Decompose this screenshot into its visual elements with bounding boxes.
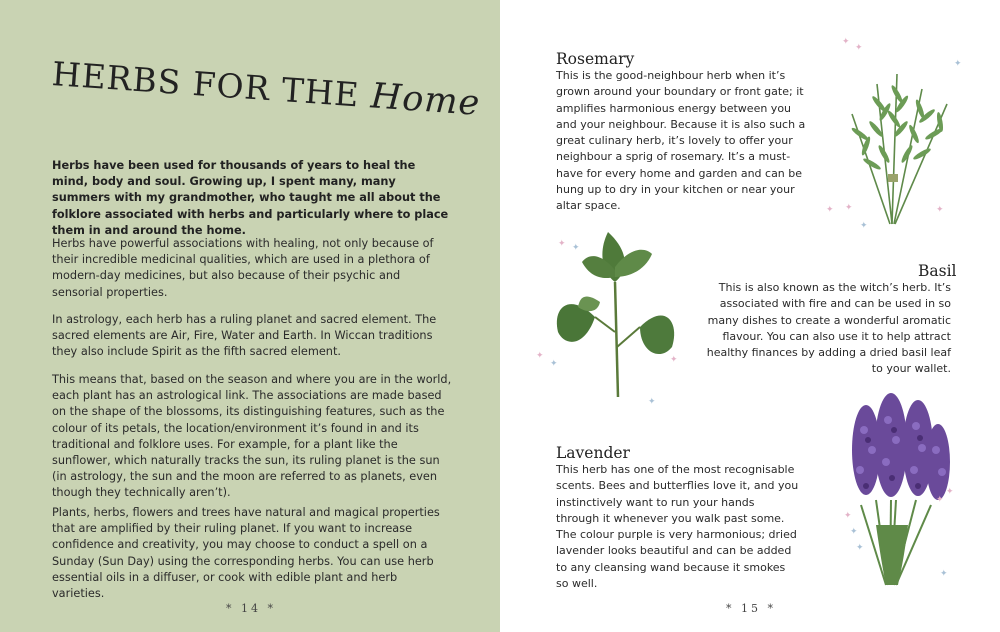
star-icon: ✦ (536, 351, 544, 361)
page-title (50, 54, 482, 124)
right-page (500, 0, 1000, 632)
associations-paragraph: This means that, based on the season and where you are in the world, each plant has an astrological link. The associations are made based on the shape of the blossoms, its distinguishing features, such as the colour of its petals, the location/environment it’s found in and its traditional and folklore uses. For example, for a plant like the sunflower, which naturally tracks the sun, its ruling planet is the sun (in astrology, the sun and the moon are referred to as planets, even though they technically aren’t). (52, 373, 452, 500)
basil-text: This is also known as the witch’s herb. It’s associated with fire and can be used in so many dishes to create a wonderful aromatic flavour. You can also use it to help attract healthy finances by adding a dried basil leaf to your wallet. (706, 281, 951, 376)
star-icon: ✦ (844, 511, 852, 521)
basil-heading: Basil (918, 262, 957, 280)
basil-illustration (540, 222, 690, 412)
lavender-text: This herb has one of the most recognisable scents. Bees and butterflies love it, and you instinctively want to run your hands through it whenever you walk past some. The colour purple is very harmonious; dried lavender looks beautiful and can be added to any cleansing wand because it smokes so well. (556, 463, 799, 591)
title-script: Home (369, 76, 482, 124)
star-icon: ✦ (860, 221, 868, 231)
lavender-heading: Lavender (556, 444, 630, 462)
star-icon: ✦ (670, 355, 678, 365)
star-icon: ✦ (845, 203, 853, 213)
rosemary-heading: Rosemary (556, 50, 635, 68)
intro-paragraph: Herbs have been used for thousands of years to heal the mind, body and soul. Growing up, I spent many, many summers with my grandmother, who taught me all about the folklore associated with herbs and particularly where to place them in and around the home. (52, 159, 449, 237)
page-number-right: * 15 * (726, 602, 776, 615)
star-icon: ✦ (946, 487, 954, 497)
rosemary-text: This is the good-neighbour herb when it’s grown around your boundary or front gate; it amplifies harmonious energy between you and your neighbour. Because it is also such a great culinary herb, it’s lovely to offer your neighbour a sprig of rosemary. It’s a must-have for every home and garden and can be hung up to dry in your kitchen or near your altar space. (556, 69, 806, 213)
star-icon: ✦ (842, 37, 850, 47)
title-main: HERBS FOR THE (50, 54, 373, 116)
star-icon: ✦ (855, 43, 863, 53)
star-icon: ✦ (550, 359, 558, 369)
star-icon: ✦ (954, 59, 962, 69)
healing-paragraph: Herbs have powerful associations with healing, not only because of their incredible medicinal qualities, which are used in a plethora of modern-day medicines, but also because of their psychic and sensorial properties. (52, 237, 434, 299)
star-icon: ✦ (936, 205, 944, 215)
star-icon: ✦ (558, 239, 566, 249)
astrology-paragraph: In astrology, each herb has a ruling planet and sacred element. The sacred elements are Air, Fire, Water and Earth. In Wiccan traditions they also include Spirit as the fifth sacred element. (52, 313, 437, 359)
star-icon: ✦ (648, 397, 656, 407)
star-icon: ✦ (940, 569, 948, 579)
star-icon: ✦ (572, 243, 580, 253)
page-number-left: * 14 * (226, 602, 276, 615)
properties-paragraph: Plants, herbs, flowers and trees have natural and magical properties that are amplified by their ruling planet. If you want to increase confidence and creativity, you may choose to conduct a spell on a Sunday (Sun Day) using the corresponding herbs. You can use herb essential oils in a diffuser, or cook with edible plant and herb varieties. (52, 506, 440, 601)
star-icon: ✦ (936, 495, 944, 505)
star-icon: ✦ (826, 205, 834, 215)
star-icon: ✦ (856, 543, 864, 553)
star-icon: ✦ (850, 527, 858, 537)
